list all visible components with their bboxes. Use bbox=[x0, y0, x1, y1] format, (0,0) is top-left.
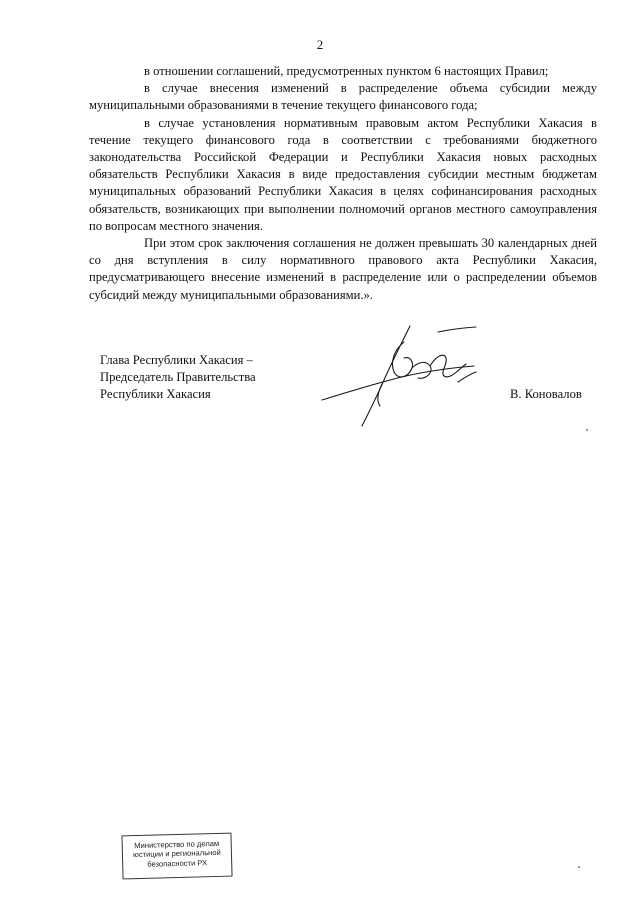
scan-speck bbox=[578, 866, 580, 868]
signatory-title-line-1: Глава Республики Хакасия – bbox=[100, 353, 253, 367]
paragraph-2: в случае внесения изменений в распределение объема субсидии между муниципальными образованиями в течение текущего финансового года; bbox=[89, 81, 597, 113]
stamp-line-1: Министерство по делам bbox=[134, 838, 220, 851]
paragraph-3: в случае установления нормативным правовым актом Республики Хакасия в течение текущего финансового года в соответствии с требованиями бюджетного законодательства Российской Федерации и Республики Хакасия новых расходных обязательств Республики Хакасия в виде предоставления субсидии местным бюджетам муниципальных образований Республики Хакасия в целях софинансирования расходных обязательств, возникающих при выполнении полномочий органов местного самоуправления по вопросам местного значения. bbox=[89, 115, 597, 233]
signatory-title-line-2: Председатель Правительства bbox=[100, 370, 256, 385]
signatory-name: В. Коновалов bbox=[510, 387, 582, 401]
page-number: 2 bbox=[316, 37, 324, 52]
handwritten-signature bbox=[318, 322, 488, 432]
signatory-title-line-3: Республики Хакасия bbox=[100, 387, 211, 402]
ministry-stamp bbox=[121, 833, 232, 880]
paragraph-4: При этом срок заключения соглашения не должен превышать 30 календарных дней со дня вступления в силу нормативного правового акта Республики Хакасия, предусматривающего внесение изменений в распределение или о распределении объемов субсидий между муниципальными образованиями.». bbox=[89, 236, 597, 302]
signatory-title bbox=[100, 352, 320, 404]
stamp-line-2: юстиции и региональной bbox=[133, 848, 221, 860]
scan-speck bbox=[586, 429, 588, 431]
paragraph-1: в отношении соглашений, предусмотренных пунктом 6 настоящих Правил; bbox=[144, 64, 549, 78]
stamp-line-3: безопасности РХ bbox=[147, 858, 208, 869]
body-text bbox=[89, 63, 597, 304]
